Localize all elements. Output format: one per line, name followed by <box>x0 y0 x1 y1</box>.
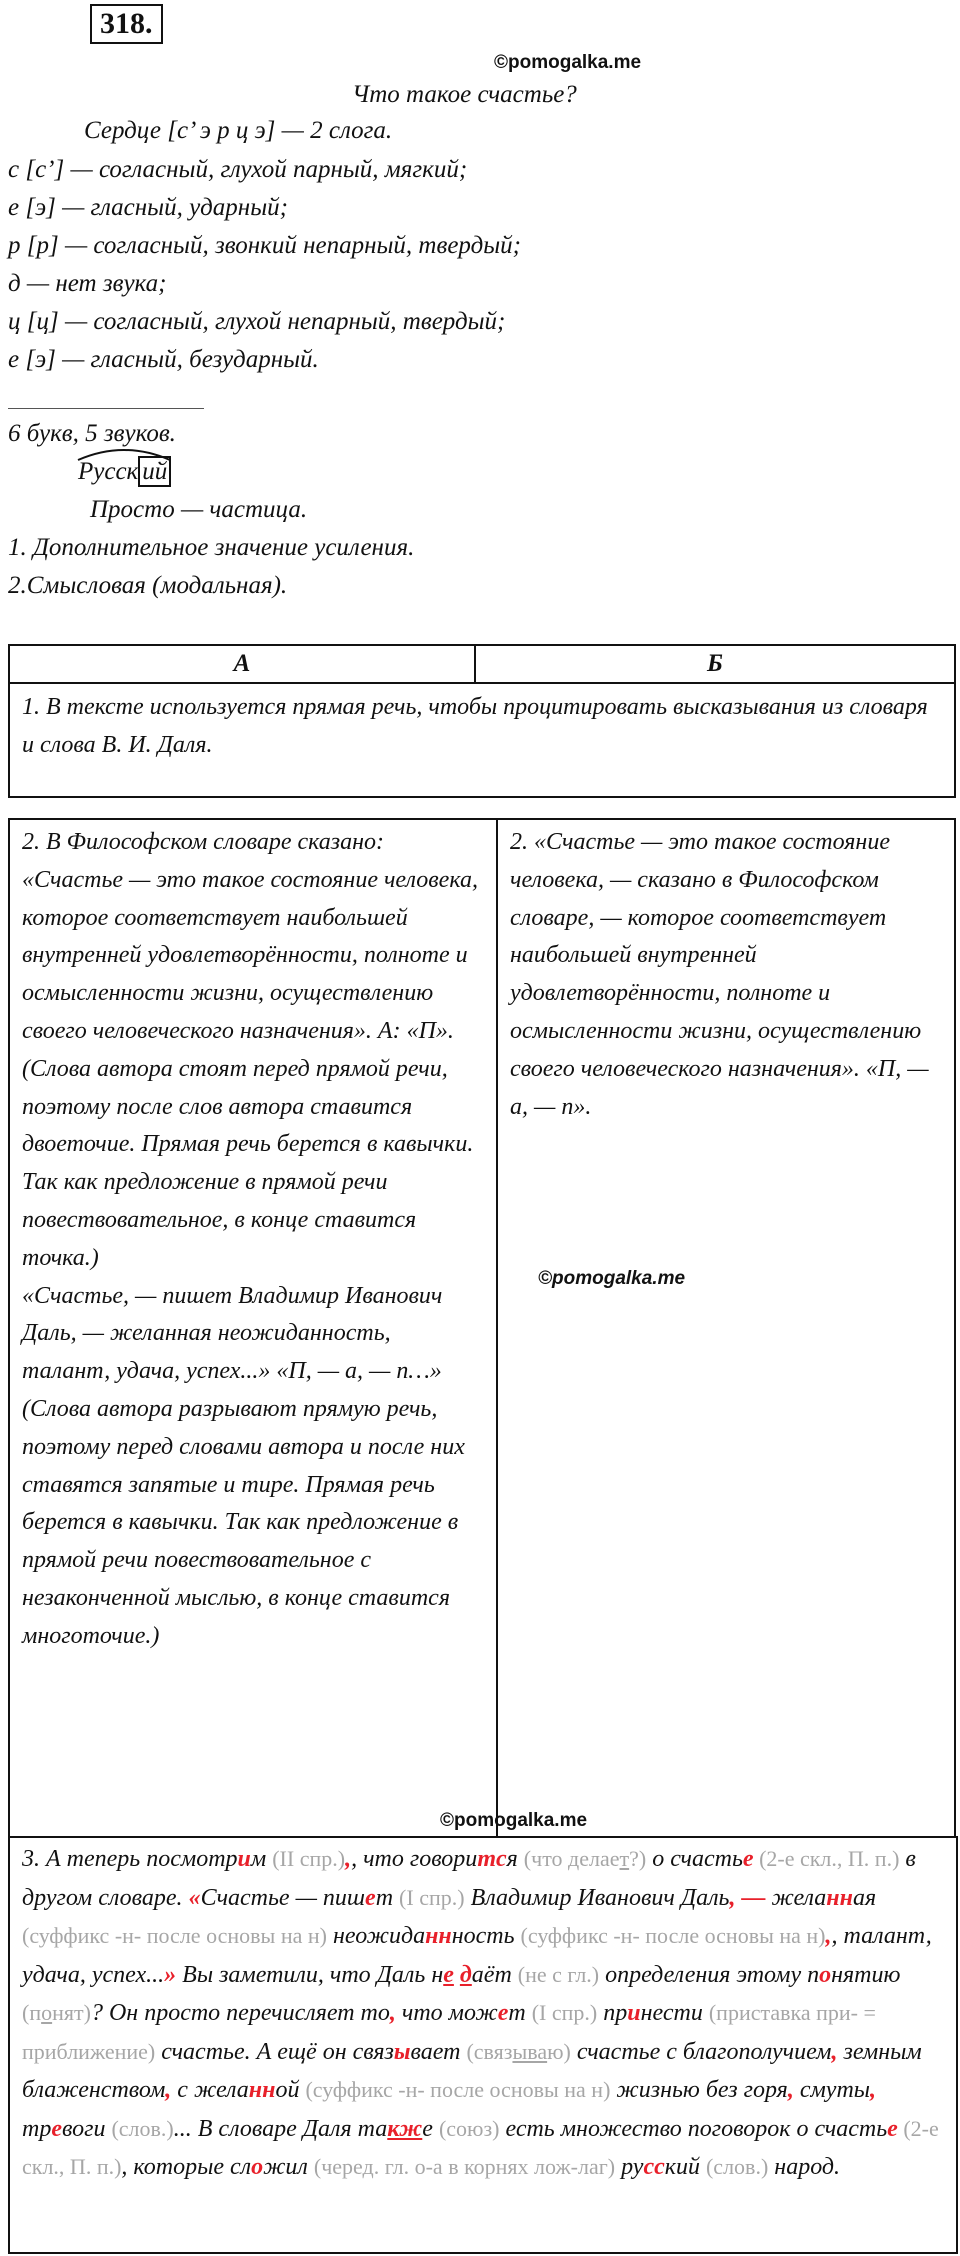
text-fragment: м <box>250 1846 273 1872</box>
grammar-note: (суффикс -н- после основы на н) <box>520 1923 826 1948</box>
highlighted-letter: е <box>742 1846 754 1872</box>
highlighted-letter: д <box>459 1961 472 1988</box>
morphemic-word <box>78 454 171 490</box>
grammar-note: (2-е скл., П. п.) <box>753 1846 900 1871</box>
grammar-note: (приставка при- = приближение) <box>22 2000 876 2064</box>
grammar-note: (I спр.) <box>531 2000 598 2025</box>
divider <box>8 408 204 409</box>
phonetic-line: ц [ц] — согласный, глухой непарный, твердый; <box>8 308 506 335</box>
row-1-cell <box>9 683 955 797</box>
comparison-table-head <box>8 644 956 798</box>
page-title: Что такое счастье? <box>352 81 577 108</box>
text-fragment: определения этому п <box>599 1961 820 1988</box>
watermark: ©pomogalka.me <box>494 52 642 73</box>
part-3-block <box>8 1836 958 2254</box>
grammar-note: (слов.) <box>705 2154 769 2179</box>
text-fragment: , что говори <box>351 1846 478 1872</box>
text-fragment: вает <box>410 2038 467 2065</box>
highlighted-letter: е <box>497 2000 509 2026</box>
grammar-note: (п <box>22 2000 42 2025</box>
text-fragment: земным блаженством <box>22 2038 922 2103</box>
text-fragment: ая <box>852 1884 877 1911</box>
highlighted-letter: , <box>389 2000 396 2026</box>
grammar-note: (слов.) <box>111 2115 174 2141</box>
grammar-note: ю) <box>547 2038 571 2064</box>
grammar-note: нят) <box>52 2000 91 2025</box>
grammar-note: (связ <box>466 2038 513 2064</box>
text-fragment: Счастье — пиш <box>200 1884 366 1911</box>
text-fragment: жела <box>765 1884 827 1911</box>
phonetic-line: д — нет звука; <box>8 270 167 297</box>
text-fragment: ... В словаре Даля та <box>173 2115 388 2142</box>
grammar-note: (2-е скл., П. п.) <box>22 2115 939 2179</box>
word-root: Русск <box>78 458 139 485</box>
particle-header: Просто — частица. <box>90 496 308 523</box>
grammar-note: (союз) <box>438 2115 500 2141</box>
grammar-note: (что делае <box>523 1846 620 1871</box>
grammar-note: о <box>41 2000 53 2025</box>
highlighted-letter: и <box>237 1846 251 1872</box>
row-2-a-p2: (Слова автора стоят перед прямой речи, поэтому после слов автора ставится двоеточие. Прямая речь берется в кавычки. Так как предложение в прямой речи повествовательное, в конце ставится точка.) <box>22 1055 474 1271</box>
highlighted-letter: нн <box>248 2077 276 2103</box>
text-fragment: аёт <box>471 1961 518 1988</box>
highlighted-letter: е <box>51 2115 62 2142</box>
highlighted-letter: о <box>819 1961 832 1988</box>
text-fragment: ность <box>451 1923 521 1949</box>
text-fragment: жил <box>263 2154 314 2180</box>
text-fragment: народ. <box>768 2154 841 2180</box>
row-2-cell-b <box>497 819 955 1837</box>
text-fragment: тр <box>22 2115 52 2142</box>
text-fragment: о счасть <box>646 1846 743 1872</box>
text-fragment: счастье. А ещё он связ <box>155 2038 394 2065</box>
text-fragment: смуты <box>793 2077 871 2103</box>
watermark: ©pomogalka.me <box>538 1268 686 1289</box>
text-fragment: ? Он просто перечисляет то <box>90 2000 390 2026</box>
text-fragment: нятию <box>831 1961 901 1988</box>
text-fragment: что мож <box>395 2000 498 2026</box>
text-fragment: воги <box>62 2115 112 2142</box>
highlighted-letter: « <box>188 1884 201 1911</box>
grammar-note: (суффикс -н- после основы на н) <box>305 2077 611 2102</box>
text-fragment: , которые сл <box>121 2154 252 2180</box>
highlighted-letter: , <box>825 1923 832 1949</box>
text-fragment: счастье с благополучием <box>570 2038 832 2065</box>
highlighted-letter: , — <box>729 1884 766 1911</box>
highlighted-letter: кж <box>387 2115 423 2142</box>
phonetic-line: р [р] — согласный, звонкий непарный, твердый; <box>8 232 522 259</box>
highlighted-letter: , <box>345 1846 352 1872</box>
text-fragment: ой <box>275 2077 306 2103</box>
highlighted-letter: нн <box>425 1923 452 1949</box>
grammar-note: ?) <box>629 1846 647 1871</box>
word-ending: ий <box>138 456 171 487</box>
phonetic-header: Сердце [с’ э р ц э] — 2 слога. <box>84 117 393 144</box>
highlighted-letter: е <box>887 2115 898 2142</box>
text-fragment: т <box>375 1884 400 1911</box>
column-a-header: А <box>9 645 475 683</box>
grammar-note: т <box>619 1846 630 1871</box>
text-fragment: в другом словаре. <box>22 1846 916 1911</box>
highlighted-letter: сс <box>643 2154 665 2180</box>
watermark: ©pomogalka.me <box>440 1810 588 1831</box>
part-3-text <box>10 1836 956 2187</box>
text-fragment: кий <box>664 2154 706 2180</box>
comparison-table-body <box>8 818 956 1838</box>
highlighted-letter: нн <box>826 1884 853 1911</box>
row-2-cell-a <box>9 819 497 1837</box>
highlighted-letter: , <box>831 2038 838 2065</box>
text-fragment: т <box>508 2000 532 2026</box>
grammar-note: (не с гл.) <box>517 1961 600 1987</box>
highlighted-letter: ы <box>393 2038 411 2065</box>
row-2-a-p1: 2. В Философском словаре сказано: «Счастье — это такое состояние человека, которое соответствует наибольшей внутренней удовлетворённости, полноте и осмысленности жизни, осуществлению своего человеческого назначения». А: «П». <box>22 829 478 1044</box>
row-2-a-p3: «Счастье, — пишет Владимир Иванович Даль, — желанная неожиданность, талант, удача, успех...» «П, — а, — п…» (Слова автора разрывают прямую речь, поэтому перед словами автора и после них ставятся запятые и тире. Прямая речь берется в кавычки. Так как предложение в прямой речи повествовательное с незаконченной мыслью, в конце ставится многоточие.) <box>22 1282 465 1649</box>
grammar-note: (I спр.) <box>399 1884 465 1910</box>
highlighted-letter: , <box>787 2077 794 2103</box>
particle-item: 2.Смысловая (модальная). <box>8 572 288 599</box>
text-fragment: ру <box>615 2154 644 2180</box>
phonetic-line: е [э] — гласный, безударный. <box>8 346 319 373</box>
text-fragment: Вы заметили, что Даль н <box>176 1961 444 1988</box>
text-fragment: есть множество поговорок о счасть <box>499 2115 888 2142</box>
phonetic-line: с [с’] — согласный, глухой парный, мягкий; <box>8 156 468 183</box>
text-fragment: неожида <box>326 1923 426 1949</box>
highlighted-letter: » <box>164 1961 177 1988</box>
exercise-number: 318. <box>90 4 163 44</box>
text-fragment: я <box>506 1846 524 1872</box>
highlighted-letter: , <box>165 2077 172 2103</box>
phonetic-summary: 6 букв, 5 звуков. <box>8 420 176 447</box>
grammar-note: (черед. гл. о-а в корнях лож-лаг) <box>313 2154 616 2179</box>
text-fragment: е <box>422 2115 439 2142</box>
text-fragment: с жела <box>171 2077 249 2103</box>
particle-item: 1. Дополнительное значение усиления. <box>8 534 415 561</box>
text-fragment: , талант, удача, успех... <box>22 1923 932 1988</box>
highlighted-letter: о <box>251 2154 264 2180</box>
grammar-note: ыва <box>512 2038 548 2064</box>
grammar-note: (суффикс -н- после основы на н) <box>22 1923 327 1948</box>
highlighted-letter: тс <box>477 1846 507 1872</box>
row-1-text: 1. В тексте используется прямая речь, чтобы процитировать высказывания из словаря и слова В. И. Даля. <box>22 694 928 758</box>
text-fragment: жизнью без горя <box>610 2077 788 2103</box>
highlighted-letter: е <box>443 1961 454 1988</box>
highlighted-letter: и <box>627 2000 641 2026</box>
text-fragment: 3. А теперь посмотр <box>22 1846 238 1872</box>
text-fragment: Владимир Иванович Даль <box>464 1884 730 1911</box>
phonetic-line: е [э] — гласный, ударный; <box>8 194 288 221</box>
highlighted-letter: , <box>870 2077 877 2103</box>
text-fragment: нести <box>640 2000 709 2026</box>
highlighted-letter: е <box>365 1884 376 1911</box>
grammar-note: (II спр.) <box>272 1846 346 1871</box>
column-b-header: Б <box>475 645 955 683</box>
row-2-b-text: 2. «Счастье — это такое состояние человека, — сказано в Философском словаре, — которое соответствует наибольшей внутренней удовлетворённости, полноте и осмысленности жизни, осуществлению своего человеческого назначения». «П, — а, — п». <box>510 829 929 1120</box>
text-fragment: пр <box>597 2000 628 2026</box>
